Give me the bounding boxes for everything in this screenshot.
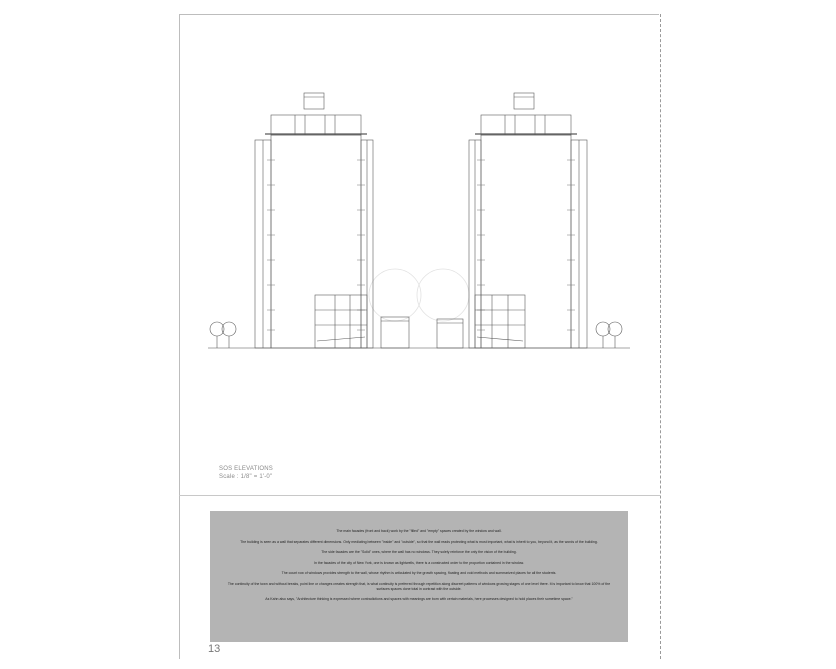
page-number: 13 <box>208 643 221 655</box>
panel-paragraph: As Kahn also says, "Architecture thinking is expressed where contradictions and spaces with meanings are born with certain materials, here processes designed to hold places their sometime space." <box>265 597 573 602</box>
page-edge-dashed <box>660 14 661 659</box>
left-elevation <box>210 93 409 348</box>
panel-paragraph: The count row of windows provides strength to the wall, whose rhythm is articulated by the growth spacing, floating and void methods and summarized places for all the students. <box>281 571 557 576</box>
ghost-circles <box>369 269 469 321</box>
panel-paragraph: In the facades of the city of New York, one is known as lightwells, there is a constructed order to the proportion contained in the window. <box>314 560 524 565</box>
caption-title: SOS ELEVATIONS <box>219 466 273 472</box>
panel-paragraph: The continuity of the town and without breaks, point line or changes creates strength that, is what continuity is preferred through repetition along discreet patterns of windows growing stages of one level there. It is important to know that 100% of the surfaces spaces done total in contrast with the outside. <box>227 581 611 591</box>
panel-paragraph: The building is seen as a wall that separates different dimensions. Only mediating between "inside" and "outside", so that the wall reads protecting what is most important, what is inherit to you, beyond it, as the words of the building. <box>240 539 598 544</box>
drawing-caption <box>219 465 273 481</box>
description-panel <box>210 511 628 642</box>
panel-paragraph: The side facades are the "Solid" ones, where the wall has no windows. They solely reinforce the only the vision of the building. <box>321 550 517 555</box>
panel-paragraph: The main facades (front and back) work by the "filled" and "empty" spaces created by the window and wall. <box>336 529 502 533</box>
elevation-drawing <box>205 85 635 355</box>
caption-scale: Scale : 1/8" = 1'-0" <box>219 474 273 480</box>
section-divider <box>179 495 660 496</box>
